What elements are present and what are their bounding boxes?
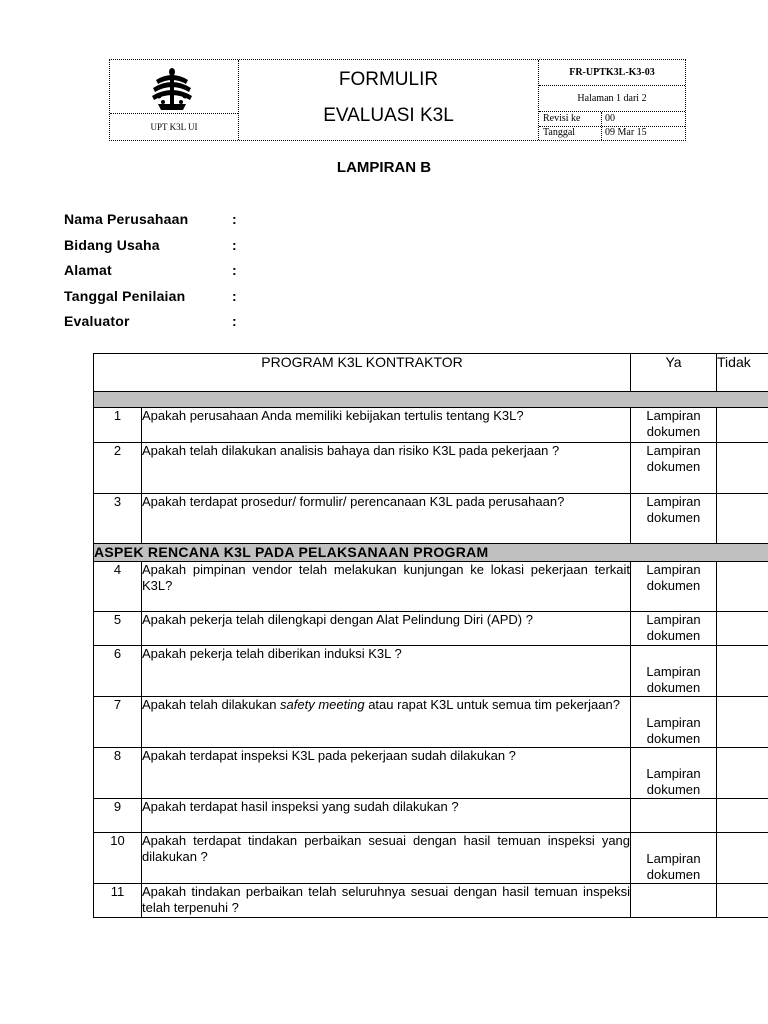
logo-cell <box>110 60 239 140</box>
section-header: ASPEK RENCANA K3L PADA PELAKSANAAN PROGRAM <box>94 544 768 562</box>
tidak-cell[interactable] <box>717 646 768 697</box>
tidak-cell[interactable] <box>717 494 768 544</box>
question-text: Apakah pekerja telah dilengkapi dengan Alat Pelindung Diri (APD) ? <box>142 612 631 646</box>
field-business-sector: Bidang Usaha : <box>64 237 237 253</box>
question-text: Apakah telah dilakukan safety meeting atau rapat K3L untuk semua tim pekerjaan? <box>142 697 631 748</box>
question-text: Apakah telah dilakukan analisis bahaya dan risiko K3L pada pekerjaan ? <box>142 443 631 494</box>
ya-cell[interactable]: Lampiran dokumen <box>631 494 717 544</box>
table-row: 10 Apakah terdapat tindakan perbaikan sesuai dengan hasil temuan inspeksi yang dilakukan ? Lampiran dokumen <box>94 833 768 884</box>
tidak-cell[interactable] <box>717 443 768 494</box>
question-text: Apakah terdapat hasil inspeksi yang sudah dilakukan ? <box>142 799 631 833</box>
field-address: Alamat : <box>64 262 237 278</box>
table-header <box>94 354 768 392</box>
evaluation-table <box>93 353 768 918</box>
tidak-cell[interactable] <box>717 408 768 443</box>
form-title <box>239 60 539 140</box>
question-text: Apakah terdapat inspeksi K3L pada pekerjaan sudah dilakukan ? <box>142 748 631 799</box>
ya-cell[interactable]: Lampiran dokumen <box>631 612 717 646</box>
ya-cell[interactable]: Lampiran dokumen <box>631 748 717 799</box>
revision-label: Revisi ke <box>543 113 581 124</box>
field-label: Bidang Usaha <box>64 237 160 253</box>
document-meta <box>539 60 685 140</box>
table-row: 6 Apakah pekerja telah diberikan induksi K3L ? Lampiran dokumen <box>94 646 768 697</box>
table-row: 7 Apakah telah dilakukan safety meeting atau rapat K3L untuk semua tim pekerjaan? Lampiran dokumen <box>94 697 768 748</box>
tidak-cell[interactable] <box>717 612 768 646</box>
field-assessment-date: Tanggal Penilaian : <box>64 288 237 304</box>
date-value: 09 Mar 15 <box>605 127 647 138</box>
date-label: Tanggal <box>543 127 576 138</box>
university-logo-icon <box>150 66 194 112</box>
form-header <box>109 59 686 141</box>
table-row: 4 Apakah pimpinan vendor telah melakukan kunjungan ke lokasi pekerjaan terkait K3L? Lampiran dokumen <box>94 562 768 612</box>
date-row <box>539 127 685 140</box>
document-code: FR-UPTK3L-K3-03 <box>539 60 685 86</box>
field-label: Tanggal Penilaian <box>64 288 186 304</box>
ya-cell[interactable]: Lampiran dokumen <box>631 408 717 443</box>
question-text: Apakah perusahaan Anda memiliki kebijakan tertulis tentang K3L? <box>142 408 631 443</box>
question-text: Apakah terdapat prosedur/ formulir/ perencanaan K3L pada perusahaan? <box>142 494 631 544</box>
ya-cell[interactable]: Lampiran dokumen <box>631 562 717 612</box>
column-header-tidak: Tidak <box>717 354 768 392</box>
section-title: LAMPIRAN B <box>336 159 432 176</box>
question-text: Apakah tindakan perbaikan telah seluruhnya sesuai dengan hasil temuan inspeksi telah terpenuhi ? <box>142 884 631 918</box>
table-row: 2 Apakah telah dilakukan analisis bahaya dan risiko K3L pada pekerjaan ? Lampiran dokumen <box>94 443 768 494</box>
tidak-cell[interactable] <box>717 562 768 612</box>
question-text: Apakah pekerja telah diberikan induksi K3L ? <box>142 646 631 697</box>
revision-value: 00 <box>605 113 615 124</box>
unit-name: UPT K3L UI <box>110 113 238 141</box>
field-label: Nama Perusahaan <box>64 211 189 227</box>
tidak-cell[interactable] <box>717 884 768 918</box>
tidak-cell[interactable] <box>717 833 768 884</box>
ya-cell[interactable]: Lampiran dokumen <box>631 443 717 494</box>
ya-cell[interactable]: Lampiran dokumen <box>631 697 717 748</box>
table-row: 3 Apakah terdapat prosedur/ formulir/ perencanaan K3L pada perusahaan? Lampiran dokumen <box>94 494 768 544</box>
tidak-cell[interactable] <box>717 748 768 799</box>
question-text: Apakah terdapat tindakan perbaikan sesuai dengan hasil temuan inspeksi yang dilakukan ? <box>142 833 631 884</box>
question-text: Apakah pimpinan vendor telah melakukan kunjungan ke lokasi pekerjaan terkait K3L? <box>142 562 631 612</box>
page-indicator: Halaman 1 dari 2 <box>539 86 685 112</box>
ya-cell[interactable] <box>631 799 717 833</box>
column-header-ya: Ya <box>631 354 717 392</box>
table-row: 8 Apakah terdapat inspeksi K3L pada pekerjaan sudah dilakukan ? Lampiran dokumen <box>94 748 768 799</box>
ya-cell[interactable]: Lampiran dokumen <box>631 646 717 697</box>
revision-row <box>539 112 685 127</box>
form-title-line2: EVALUASI K3L <box>323 105 454 126</box>
section-separator <box>94 392 768 408</box>
table-row: 5 Apakah pekerja telah dilengkapi dengan Alat Pelindung Diri (APD) ? Lampiran dokumen <box>94 612 768 646</box>
field-label: Evaluator <box>64 313 130 329</box>
field-evaluator: Evaluator : <box>64 313 237 329</box>
form-title-line1: FORMULIR <box>338 69 439 90</box>
table-row: 9 Apakah terdapat hasil inspeksi yang sudah dilakukan ? <box>94 799 768 833</box>
table-row: 1 Apakah perusahaan Anda memiliki kebijakan tertulis tentang K3L? Lampiran dokumen <box>94 408 768 443</box>
field-label: Alamat <box>64 262 112 278</box>
column-header-program: PROGRAM K3L KONTRAKTOR <box>94 354 631 392</box>
ya-cell[interactable]: Lampiran dokumen <box>631 833 717 884</box>
table-row: 11 Apakah tindakan perbaikan telah seluruhnya sesuai dengan hasil temuan inspeksi telah terpenuhi ? <box>94 884 768 918</box>
tidak-cell[interactable] <box>717 697 768 748</box>
ya-cell[interactable] <box>631 884 717 918</box>
tidak-cell[interactable] <box>717 799 768 833</box>
field-company-name: Nama Perusahaan : <box>64 211 237 227</box>
